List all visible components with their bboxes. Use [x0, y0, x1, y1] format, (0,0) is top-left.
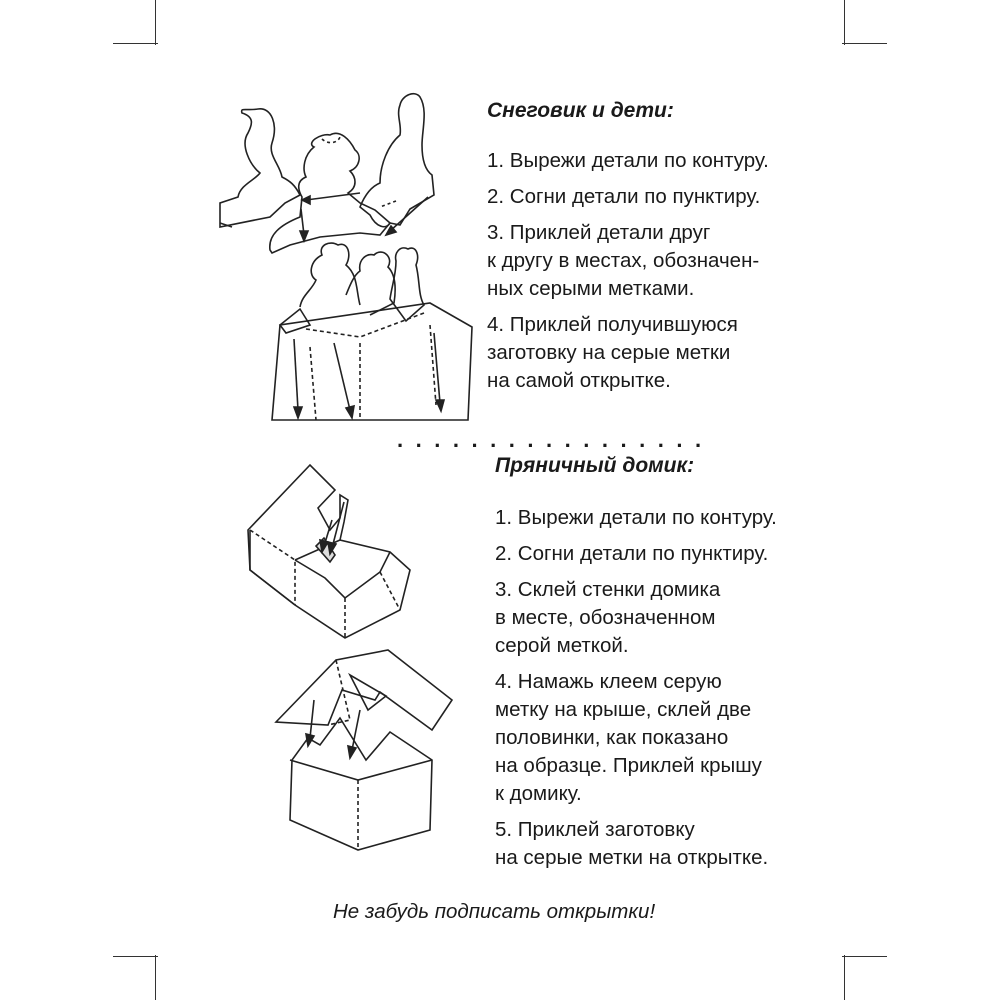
- snowman-step: 1. Вырежи детали по контуру.: [487, 149, 769, 172]
- crop-mark-bottom-right-vertical: [844, 955, 845, 1000]
- gingerbread-step: 3. Склей стенки домика в месте, обозначенном серой меткой.: [495, 578, 721, 657]
- snowman-section-title: Снеговик и дети:: [487, 99, 674, 122]
- snowman-assembly-illustration: [210, 85, 480, 430]
- gingerbread-steps-list: [495, 504, 777, 880]
- crop-mark-bottom-left-horizontal: [113, 956, 158, 957]
- snowman-assembled-on-card-diagram: [272, 243, 472, 420]
- snowman-step: 4. Приклей получившуюся заготовку на серые метки на самой открытке.: [487, 313, 738, 392]
- snowman-parts-exploded-diagram: [220, 94, 434, 253]
- crop-mark-top-left-vertical: [155, 0, 156, 45]
- snowman-steps-list: [487, 147, 769, 403]
- gingerbread-step: 4. Намажь клеем серую метку на крыше, склей две половинки, как показано на образце. Приклей крышу к домику.: [495, 670, 762, 805]
- snowman-step: 2. Согни детали по пунктиру.: [487, 185, 761, 208]
- crop-mark-top-right-horizontal: [842, 43, 887, 44]
- gingerbread-step: 2. Согни детали по пунктиру.: [495, 542, 769, 565]
- gingerbread-section-title: Пряничный домик:: [495, 454, 695, 477]
- house-roof-attach-diagram: [276, 650, 452, 850]
- gingerbread-house-assembly-illustration: [240, 460, 470, 860]
- footer-reminder-note: Не забудь подписать открытки!: [333, 900, 656, 923]
- snowman-step: 3. Приклей детали друг к другу в местах, обозначен- ных серыми метками.: [487, 221, 760, 300]
- crop-mark-top-left-horizontal: [113, 43, 158, 44]
- crop-mark-bottom-left-vertical: [155, 955, 156, 1000]
- crop-mark-bottom-right-horizontal: [842, 956, 887, 957]
- crop-mark-top-right-vertical: [844, 0, 845, 45]
- section-divider: . . . . . . . . . . . . . . . . .: [397, 427, 705, 452]
- gingerbread-step: 1. Вырежи детали по контуру.: [495, 506, 777, 529]
- gingerbread-step: 5. Приклей заготовку на серые метки на открытке.: [495, 818, 769, 869]
- house-walls-folding-diagram: [248, 465, 410, 638]
